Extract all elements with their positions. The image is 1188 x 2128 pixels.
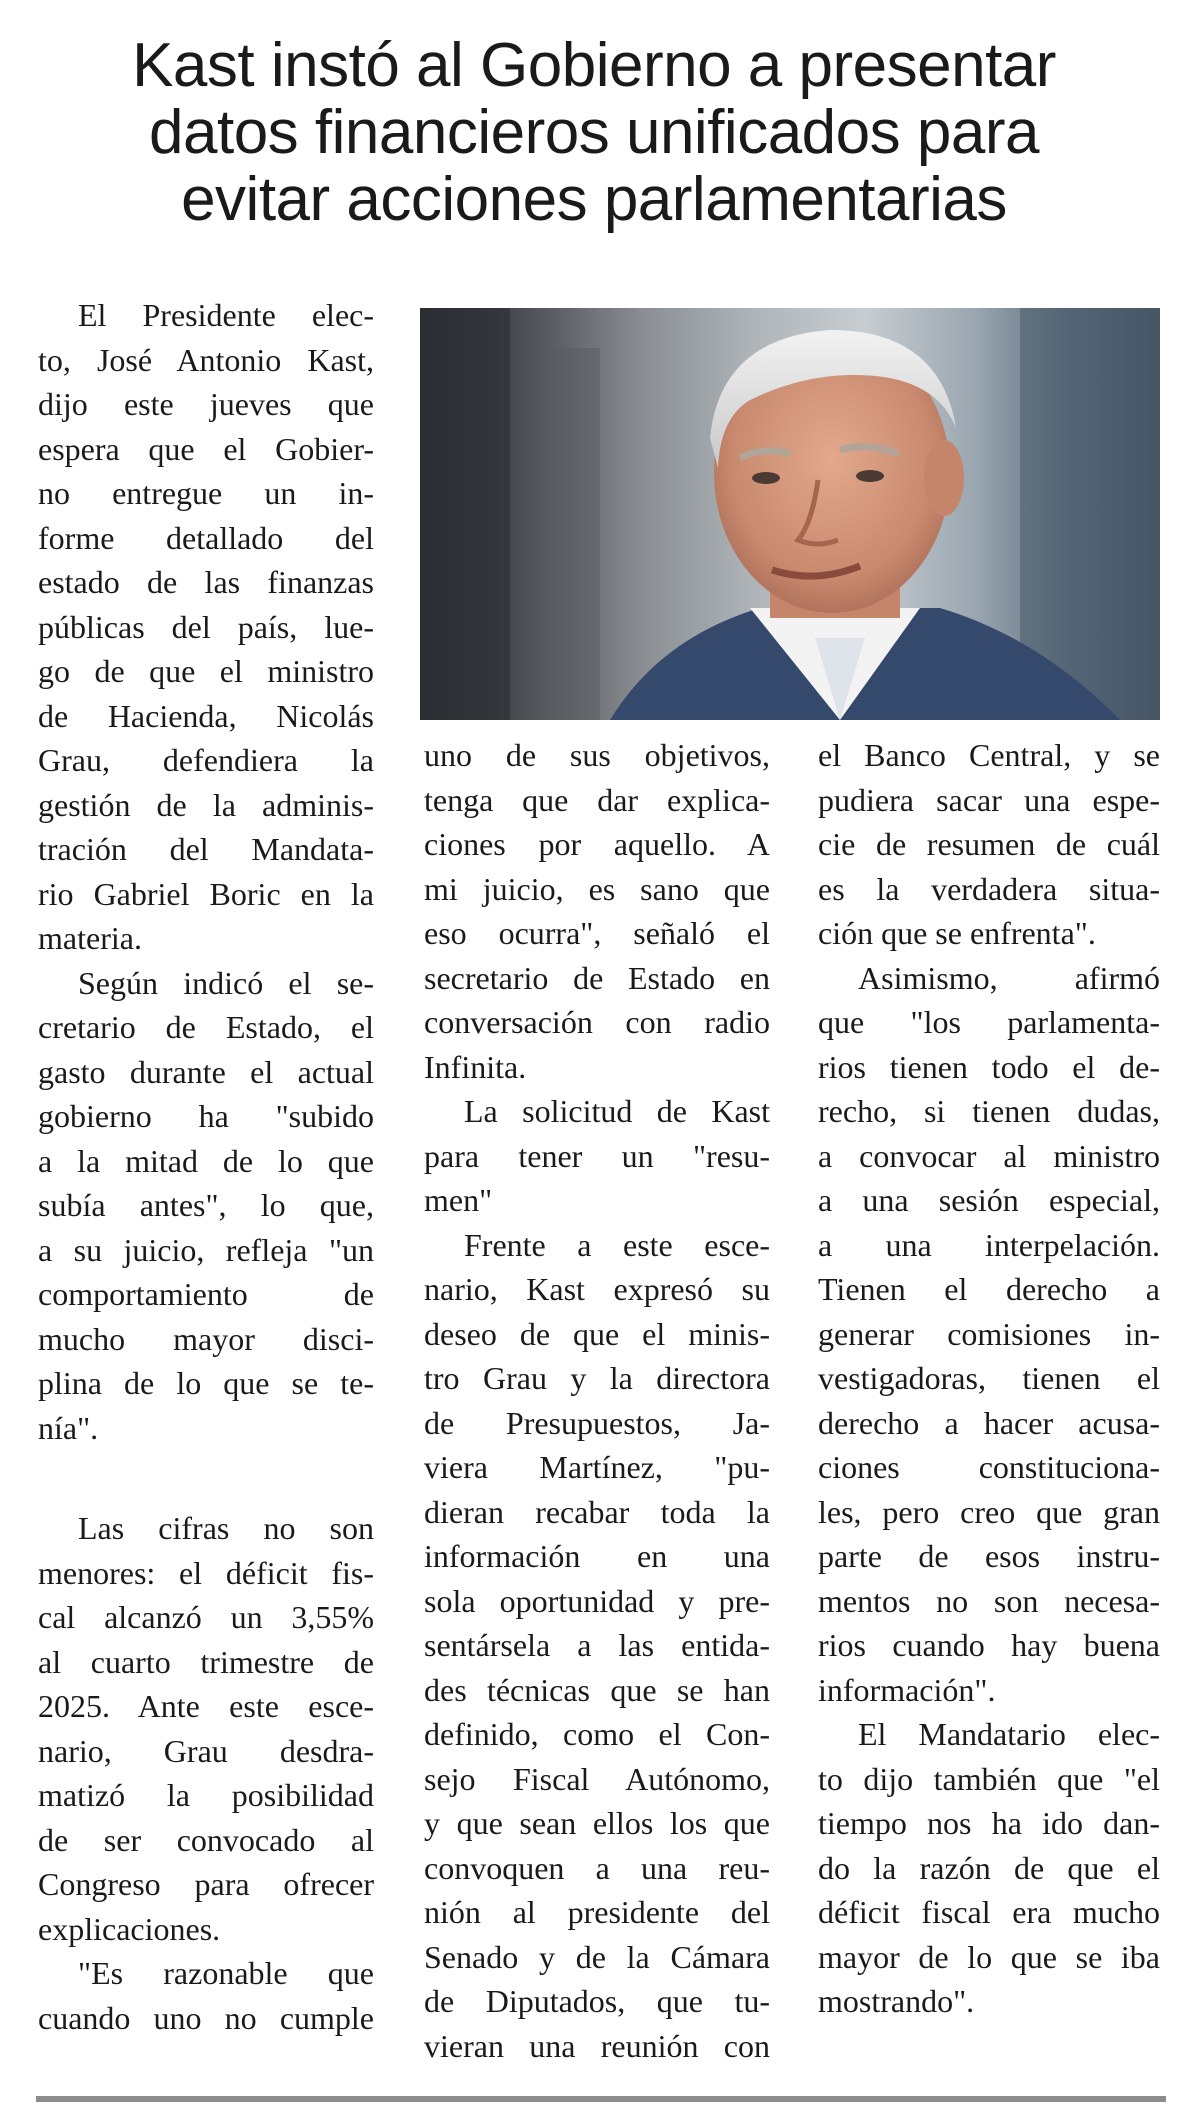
text-line: comportamiento de <box>38 1276 374 1312</box>
text-line: vestigadoras, tienen el <box>818 1360 1160 1396</box>
text-line: to dijo también que "el <box>818 1760 1160 1797</box>
text-line: ción que se enfrenta". <box>818 915 1096 951</box>
text-line: generar comisiones in- <box>818 1315 1160 1352</box>
text-line: nario, Grau desdra- <box>38 1732 374 1769</box>
column-2 <box>424 733 770 2068</box>
text-line: 2025. Ante este esce- <box>38 1688 374 1724</box>
text-line: dijo este jueves que <box>38 386 374 422</box>
text-line: El Presidente elec- <box>78 297 374 333</box>
text-line: rio Gabriel Boric en la <box>38 875 374 912</box>
paragraph <box>424 1223 770 2069</box>
text-line: Frente a este esce- <box>464 1226 770 1263</box>
paragraph <box>38 961 374 1451</box>
text-line: Las cifras no son <box>78 1510 374 1546</box>
headline <box>20 32 1168 233</box>
text-line: mucho mayor disci- <box>38 1320 374 1357</box>
text-line: deseo de que el minis- <box>424 1315 770 1352</box>
text-line: les, pero creo que gran <box>818 1493 1160 1530</box>
text-line: men" <box>424 1182 493 1218</box>
text-line: información en una <box>424 1538 770 1574</box>
text-line: tenga que dar explica- <box>424 781 770 818</box>
text-line: sentársela a las entida- <box>424 1627 770 1663</box>
text-line: y que sean ellos los que <box>424 1805 770 1841</box>
text-line: "Es razonable que <box>78 1955 374 1991</box>
text-line: cretario de Estado, el <box>38 1009 374 1045</box>
text-line: Grau, defendiera la <box>38 742 374 778</box>
text-line: rios tienen todo el de- <box>818 1048 1160 1085</box>
text-line: sola oportunidad y pre- <box>424 1582 770 1619</box>
text-line: subía antes", lo que, <box>38 1187 374 1223</box>
text-line: a una sesión especial, <box>818 1182 1160 1218</box>
headline-line: datos financieros unificados para <box>149 98 1039 167</box>
paragraph <box>818 1712 1160 2024</box>
text-line: al cuarto trimestre de <box>38 1643 374 1680</box>
text-line: Infinita. <box>424 1048 527 1085</box>
text-line: definido, como el Con- <box>424 1716 770 1752</box>
text-line: nario, Kast expresó su <box>424 1271 770 1307</box>
text-line: viera Martínez, "pu- <box>424 1449 770 1485</box>
text-line: de ser convocado al <box>38 1821 374 1858</box>
text-line: Congreso para ofrecer <box>38 1866 374 1902</box>
text-line: recho, si tienen dudas, <box>818 1093 1160 1129</box>
text-line: eso ocurra", señaló el <box>424 915 770 951</box>
text-line: vieran una reunión con <box>424 2027 770 2064</box>
text-line: espera que el Gobier- <box>38 430 374 467</box>
text-line: mentos no son necesa- <box>818 1582 1160 1619</box>
text-line: a convocar al ministro <box>818 1137 1160 1174</box>
text-line: nión al presidente del <box>424 1894 770 1930</box>
text-line: que "los parlamenta- <box>818 1004 1160 1040</box>
bottom-rule <box>36 2096 1166 2102</box>
headline-line: Kast instó al Gobierno a presentar <box>132 31 1056 100</box>
text-line: públicas del país, lue- <box>38 608 374 645</box>
column-1 <box>38 293 374 2040</box>
text-line: cal alcanzó un 3,55% <box>38 1599 374 1635</box>
text-line: sejo Fiscal Autónomo, <box>424 1760 770 1797</box>
text-line: Asimismo, afirmó <box>858 959 1160 996</box>
text-line: de Presupuestos, Ja- <box>424 1404 770 1441</box>
text-line: derecho a hacer acusa- <box>818 1404 1160 1441</box>
text-line: cuando uno no cumple <box>38 1999 374 2036</box>
text-line: Senado y de la Cámara <box>424 1938 770 1975</box>
text-line: nía". <box>38 1409 99 1446</box>
text-line: gestión de la adminis- <box>38 786 374 823</box>
text-line: parte de esos instru- <box>818 1538 1160 1574</box>
text-line: do la razón de que el <box>818 1849 1160 1886</box>
paragraph-gap <box>38 1450 374 1506</box>
text-line: menores: el déficit fis- <box>38 1554 374 1591</box>
text-line: convoquen a una reu- <box>424 1849 770 1886</box>
paragraph <box>38 1506 374 1951</box>
text-line: materia. <box>38 920 142 956</box>
paragraph <box>818 733 1160 956</box>
text-line: gasto durante el actual <box>38 1053 374 1090</box>
text-line: a una interpelación. <box>818 1226 1160 1263</box>
text-line: conversación con radio <box>424 1004 770 1040</box>
text-line: ciones constituciona- <box>818 1449 1160 1485</box>
text-line: de Hacienda, Nicolás <box>38 697 374 734</box>
headline-line: evitar acciones parlamentarias <box>181 165 1007 234</box>
text-line: El Mandatario elec- <box>858 1716 1160 1752</box>
text-line: rios cuando hay buena <box>818 1627 1160 1663</box>
text-line: gobierno ha "subido <box>38 1098 374 1134</box>
text-line: a su juicio, refleja "un <box>38 1231 374 1268</box>
text-line: dieran recabar toda la <box>424 1493 770 1530</box>
subheading <box>424 1089 770 1223</box>
text-line: Según indicó el se- <box>78 964 374 1001</box>
text-line: estado de las finanzas <box>38 564 374 600</box>
text-line: plina de lo que se te- <box>38 1365 374 1401</box>
text-line: uno de sus objetivos, <box>424 737 770 773</box>
text-line: to, José Antonio Kast, <box>38 341 374 378</box>
text-line: mostrando". <box>818 1983 975 2019</box>
text-line: es la verdadera situa- <box>818 870 1160 907</box>
text-line: mi juicio, es sano que <box>424 870 770 907</box>
text-line: tración del Mandata- <box>38 831 374 867</box>
text-line: no entregue un in- <box>38 475 374 511</box>
paragraph <box>38 1951 374 2040</box>
article-photo <box>420 308 1160 720</box>
text-line: go de que el ministro <box>38 653 374 689</box>
portrait-icon <box>420 308 1160 720</box>
text-line: secretario de Estado en <box>424 959 770 996</box>
text-line: el Banco Central, y se <box>818 737 1160 773</box>
paragraph <box>818 956 1160 1713</box>
text-line: des técnicas que se han <box>424 1671 770 1708</box>
text-line: pudiera sacar una espe- <box>818 781 1160 818</box>
text-line: Tienen el derecho a <box>818 1271 1160 1307</box>
text-line: mayor de lo que se iba <box>818 1938 1160 1975</box>
text-line: ciones por aquello. A <box>424 826 770 862</box>
text-line: explicaciones. <box>38 1910 221 1947</box>
text-line: información". <box>818 1671 996 1708</box>
text-line: déficit fiscal era mucho <box>818 1894 1160 1930</box>
text-line: tro Grau y la directora <box>424 1360 770 1396</box>
text-line: matizó la posibilidad <box>38 1777 374 1813</box>
paragraph <box>38 293 374 961</box>
paragraph <box>424 733 770 1089</box>
text-line: a la mitad de lo que <box>38 1142 374 1179</box>
text-line: La solicitud de Kast <box>464 1093 770 1129</box>
text-line: para tener un "resu- <box>424 1137 770 1174</box>
text-line: cie de resumen de cuál <box>818 826 1160 862</box>
text-line: tiempo nos ha ido dan- <box>818 1805 1160 1841</box>
text-line: forme detallado del <box>38 519 374 556</box>
text-line: de Diputados, que tu- <box>424 1983 770 2019</box>
column-3 <box>818 733 1160 2024</box>
